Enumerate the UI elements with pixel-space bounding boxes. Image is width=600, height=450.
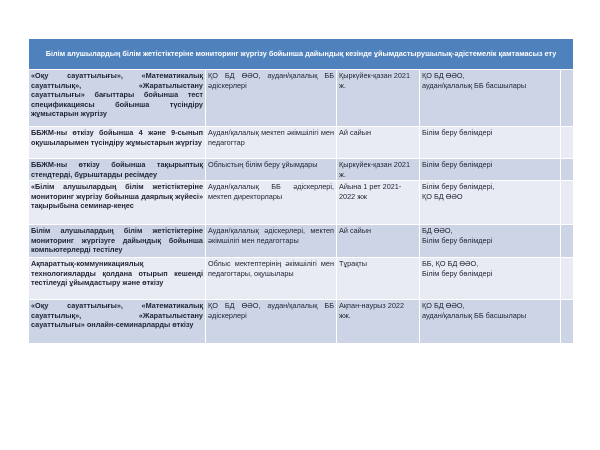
deadline-cell: Ай сайын bbox=[337, 225, 420, 258]
task-cell: «Білім алушылардың білім жетістіктеріне мониторинг жүргізу бойынша даярлық жүйесі» тақырыбына семинар-кеңес bbox=[29, 181, 206, 225]
empty-cell bbox=[561, 127, 574, 159]
deadline-cell: Айына 1 рет 2021-2022 жж bbox=[337, 181, 420, 225]
deadline-cell: Ай сайын bbox=[337, 127, 420, 159]
participants-cell: ҚО БД ӨӘО, аудан/қалалық ББ әдіскерлері bbox=[206, 70, 337, 127]
task-cell: «Оқу сауаттылығы», «Математикалық сауаттылық», «Жаратылыстану сауаттылығы» бағыттары бойынша тест спецификациясы бойынша түсіндіру жұмыстарын жүргізу bbox=[29, 70, 206, 127]
task-cell: ББЖМ-ны өткізу бойынша тақырыптық стендтерді, бұрыштарды ресімдеу bbox=[29, 159, 206, 181]
participants-cell: Аудан/қалалық мектеп әкімшілігі мен педагогтар bbox=[206, 127, 337, 159]
deadline-cell: Ақпан-наурыз 2022 жж. bbox=[337, 300, 420, 344]
task-cell: Ақпараттық-коммуникациялық технологияларды қолдана отырып кешенді тестілеуді ұйымдастыру және өткізу bbox=[29, 258, 206, 300]
table-row bbox=[29, 258, 574, 300]
empty-cell bbox=[561, 70, 574, 127]
plan-table bbox=[28, 38, 574, 344]
task-cell: Білім алушылардың білім жетістіктеріне мониторинг жүргізуге дайындық бойынша компьютерлерді тестілеу bbox=[29, 225, 206, 258]
responsible-cell: Білім беру бөлімдері, ҚО БД ӨӘО bbox=[420, 181, 561, 225]
task-cell: «Оқу сауаттылығы», «Математикалық сауаттылық», «Жаратылыстану сауаттылығы» онлайн-семинарларды өткізу bbox=[29, 300, 206, 344]
responsible-cell: БД ӨӘО, Білім беру бөлімдері bbox=[420, 225, 561, 258]
table-title: Білім алушылардың білім жетістіктеріне мониторинг жүргізу бойынша дайындық кезінде ұйымдастырушылық-әдістемелік қамтамасыз ету bbox=[29, 39, 574, 70]
empty-cell bbox=[561, 159, 574, 181]
table-row bbox=[29, 159, 574, 181]
responsible-cell: ҚО БД ӨӘО, аудан/қалалық ББ басшылары bbox=[420, 300, 561, 344]
table-row bbox=[29, 70, 574, 127]
deadline-cell: Қыркүйек-қазан 2021 ж. bbox=[337, 70, 420, 127]
participants-cell: ҚО БД ӨӘО, аудан/қалалық ББ әдіскерлері bbox=[206, 300, 337, 344]
responsible-cell: Білім беру бөлімдері bbox=[420, 159, 561, 181]
responsible-cell: ББ, ҚО БД ӨӘО, Білім беру бөлімдері bbox=[420, 258, 561, 300]
deadline-cell: Тұрақты bbox=[337, 258, 420, 300]
participants-cell: Облыстың білім беру ұйымдары bbox=[206, 159, 337, 181]
participants-cell: Аудан/қалалық әдіскерлері, мектеп әкімшілігі мен педагогтары bbox=[206, 225, 337, 258]
table-row bbox=[29, 300, 574, 344]
task-cell: ББЖМ-ны өткізу бойынша 4 және 9-сынып оқушыларымен түсіндіру жұмыстарын жүргізу bbox=[29, 127, 206, 159]
table-row bbox=[29, 127, 574, 159]
empty-cell bbox=[561, 225, 574, 258]
table-row bbox=[29, 181, 574, 225]
empty-cell bbox=[561, 258, 574, 300]
table-header-row bbox=[29, 39, 574, 70]
empty-cell bbox=[561, 181, 574, 225]
deadline-cell: Қыркүйек-қазан 2021 ж. bbox=[337, 159, 420, 181]
responsible-cell: Білім беру бөлімдері bbox=[420, 127, 561, 159]
responsible-cell: ҚО БД ӨӘО, аудан/қалалық ББ басшылары bbox=[420, 70, 561, 127]
participants-cell: Облыс мектептерінің әкімшілігі мен педагогтары, оқушылары bbox=[206, 258, 337, 300]
table-row bbox=[29, 225, 574, 258]
participants-cell: Аудан/қалалық ББ әдіскерлері, мектеп директорлары bbox=[206, 181, 337, 225]
empty-cell bbox=[561, 300, 574, 344]
